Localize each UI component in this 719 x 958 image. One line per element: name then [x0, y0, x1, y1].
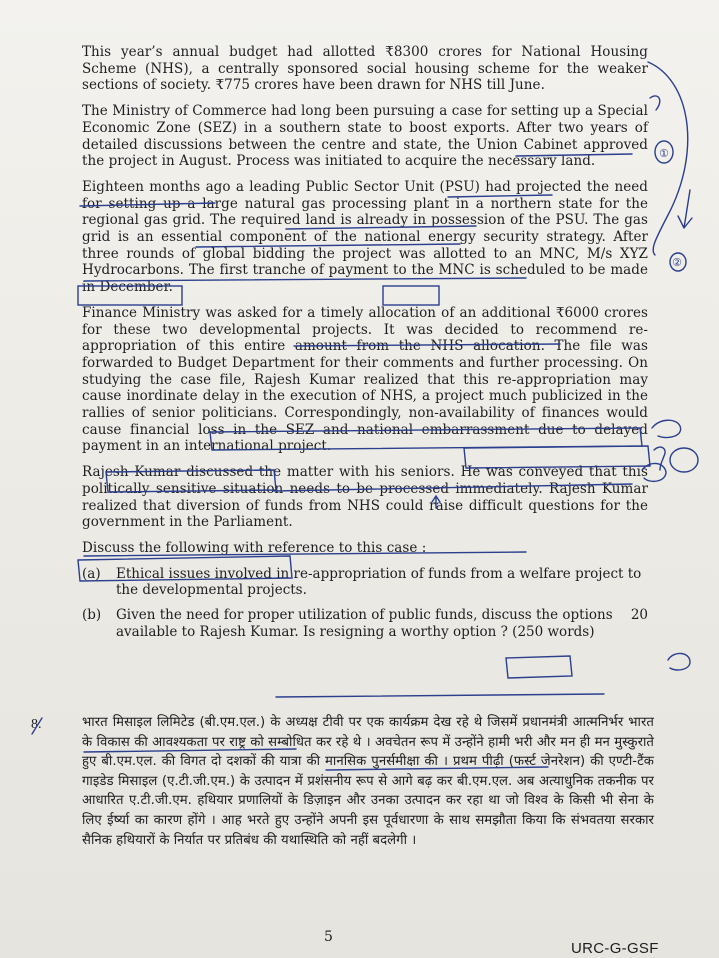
subquestion-b-body: [116, 607, 648, 640]
underline-options: [276, 694, 604, 697]
case-paragraph-budget: This year’s annual budget had allotted ₹8300 crores for National Housing Scheme (NHS), a centrally sponsored social housing scheme for the weaker sections of society. ₹775 crores have been drawn for NHS till June.: [82, 44, 648, 94]
circle-two-mark: [670, 253, 686, 271]
page-number: 5: [324, 929, 333, 945]
subquestion-b: [82, 607, 648, 640]
case-paragraph-finance: Finance Ministry was asked for a timely allocation of an additional ₹6000 crores for these two developmental projects. It was decided to recommend re-appropriation of this entire amount from the NHS allocation. The file was forwarded to Budget Department for their comments and further processing. On studying the case file, Rajesh Kumar realized that this re-appropriation may cause inordinate delay in the execution of NHS, a project much publicized in the rallies of senior politicians. Correspondingly, non-availability of finances would cause financial loss in the SEZ and national embarrassment due to delayed payment in an international project.: [82, 304, 648, 455]
case-study-text: [82, 44, 648, 649]
subquestion-b-text: Given the need for proper utilization of public funds, discuss the options available to Rajesh Kumar. Is resigning a worthy option ? (250 words): [116, 607, 613, 640]
case-instruction: Discuss the following with reference to this case :: [82, 539, 427, 556]
margin-hook-mark: [650, 96, 660, 110]
case-paragraph-sez: The Ministry of Commerce had long been pursuing a case for setting up a Special Economic Zone (SEZ) in a southern state to boost exports. After two years of detailed discussions between the centre and state, the Union Cabinet approved the project in August. Process was initiated to acquire the necessary land.: [82, 103, 648, 170]
tick-mark-one: [652, 420, 681, 437]
circle-one-label: ①: [659, 147, 669, 160]
subquestion-a: [82, 566, 648, 599]
box-discuss: [506, 656, 572, 678]
circle-ten-mark: [670, 448, 698, 472]
tick-mark-three: [668, 653, 690, 670]
question-mark: [654, 447, 665, 470]
subquestion-b-marks: 20: [630, 607, 648, 624]
subquestion-a-text: Ethical issues involved in re-appropriation of funds from a welfare project to the developmental projects.: [116, 565, 642, 599]
circle-one-mark: [655, 141, 673, 163]
subquestion-b-label: (b): [82, 607, 102, 624]
question-8-hindi-text: भारत मिसाइल लिमिटेड (बी.एम.एल.) के अध्यक्ष टीवी पर एक कार्यक्रम देख रहे थे जिसमें प्रधानमंत्री आत्मनिर्भर भारत के विकास की आवश्यकता पर राष्ट्र को सम्बोधित कर रहे थे । अवचेतन रूप में उन्होंने हामी भरी और मन ही मन मुस्कुराते हुए बी.एम.एल. की विगत दो दशकों की यात्रा की मानसिक पुनर्समीक्षा की । प्रथम पीढ़ी (फर्स्ट जेनरेशन) की एण्टी-टैंक गाइडेड मिसाइल (ए.टी.जी.एम.) के उत्पादन में प्रशंसनीय रूप से आगे बढ़ कर बी.एम.एल. अब अत्याधुनिक तकनीक पर आधारित ए.टी.जी.एम. हथियार प्रणालियों के डिज़ाइन और उनका उत्पादन कर रहा था जो विश्व के किसी भी सेना के लिए ईर्ष्या का कारण होंगे । आह भरते हुए उन्होंने अपनी इस पूर्वधारणा के साथ समझौता किया कि संभवतया सरकार सैनिक हथियारों के निर्यात पर प्रतिबंध की यथास्थिति को नहीं बदलेगी ।: [82, 715, 654, 848]
margin-bracket-arc: [648, 62, 688, 255]
circle-two-label: ②: [672, 256, 682, 269]
case-paragraph-discussion: Rajesh Kumar discussed the matter with his seniors. He was conveyed that this politically sensitive situation needs to be processed immediately. Rajesh Kumar realized that diversion of funds from NHS could raise difficult questions for the government in the Parliament.: [82, 464, 648, 531]
paper-code: URC-G-GSF: [571, 940, 659, 957]
margin-arrow-down: [678, 190, 692, 228]
case-paragraph-gas-plant: Eighteen months ago a leading Public Sector Unit (PSU) had projected the need for setting up a large natural gas processing plant in a northern state for the regional gas grid. The required land is already in possession of the PSU. The gas grid is an essential component of the national energy security strategy. After three rounds of global bidding the project was allotted to an MNC, M/s XYZ Hydrocarbons. The first tranche of payment to the MNC is scheduled to be made in December.: [82, 178, 648, 296]
subquestion-a-label: (a): [82, 565, 101, 582]
question-8-number: 8.: [31, 717, 42, 732]
